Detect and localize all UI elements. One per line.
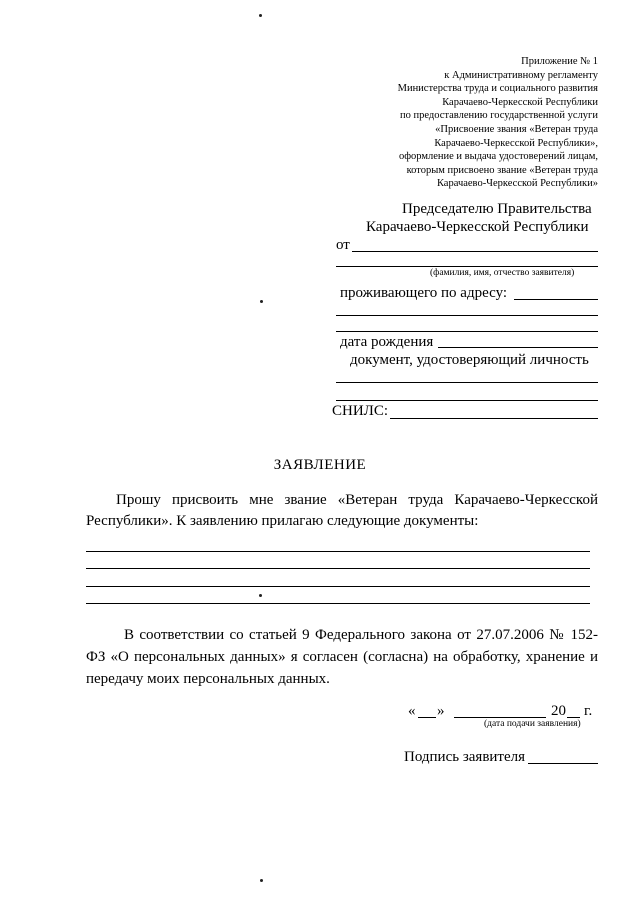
documents-line-2[interactable] [86,568,590,569]
scan-speck [260,300,263,303]
date-close-quote: » [437,703,445,719]
date-year-prefix: 20 [551,703,566,719]
documents-line-4[interactable] [86,603,590,604]
addressee-line-1: Председателю Правительства [402,201,592,217]
address-field-line-3[interactable] [336,331,598,332]
date-open-quote: « [408,703,416,719]
scan-speck [259,14,262,17]
address-field-line[interactable] [514,299,598,300]
birth-date-field-line[interactable] [438,347,598,348]
name-hint: (фамилия, имя, отчество заявителя) [430,268,575,278]
appendix-line: «Присвоение звания «Ветеран труда [435,123,598,135]
id-document-field-line[interactable] [336,382,598,383]
appendix-header [298,55,598,191]
addressee-line-2: Карачаево-Черкесской Республики [366,219,589,235]
appendix-line: Министерства труда и социального развития [397,83,598,95]
appendix-line: к Административному регламенту [444,69,598,81]
name-field-line[interactable] [336,266,598,267]
consent-paragraph: В соответствии со статьей 9 Федерального закона от 27.07.2006 № 152-ФЗ «О персональных данных» я согласен (согласна) на обработку, хранение и передачу моих персональных данных. [86,627,598,687]
date-month-line[interactable] [454,717,546,718]
address-label: проживающего по адресу: [340,285,508,301]
snils-label: СНИЛС: [332,403,389,419]
documents-line-1[interactable] [86,551,590,552]
appendix-line: по предоставлению государственной услуги [400,110,598,122]
appendix-line: Карачаево-Черкесской Республики» [436,178,598,190]
scan-speck [260,879,263,882]
document-title: ЗАЯВЛЕНИЕ [273,457,367,473]
signature-field-line[interactable] [528,763,598,764]
id-document-label: документ, удостоверяющий личность [350,352,589,368]
documents-line-3[interactable] [86,586,590,587]
address-field-line-2[interactable] [336,315,598,316]
from-field-line[interactable] [352,251,598,252]
date-year-suffix: г. [584,703,593,719]
appendix-line: Карачаево-Черкесской Республики», [434,137,598,149]
appendix-line: Карачаево-Черкесской Республики [442,96,598,108]
id-document-field-line-2[interactable] [336,400,598,401]
date-year-line[interactable] [567,717,580,718]
scan-speck [259,594,262,597]
appendix-line: Приложение № 1 [521,56,598,67]
birth-date-label: дата рождения [340,334,434,350]
appendix-line: которым присвоено звание «Ветеран труда [406,164,598,176]
snils-field-line[interactable] [390,418,598,419]
date-hint: (дата подачи заявления) [484,719,581,729]
appendix-line: оформление и выдача удостоверений лицам, [398,151,598,163]
from-label: от [336,237,350,253]
date-day-line[interactable] [418,717,436,718]
request-paragraph: Прошу присвоить мне звание «Ветеран труда Карачаево-Черкесской Республики». К заявлению прилагаю следующие документы: [86,492,598,529]
signature-label: Подпись заявителя [404,749,526,765]
